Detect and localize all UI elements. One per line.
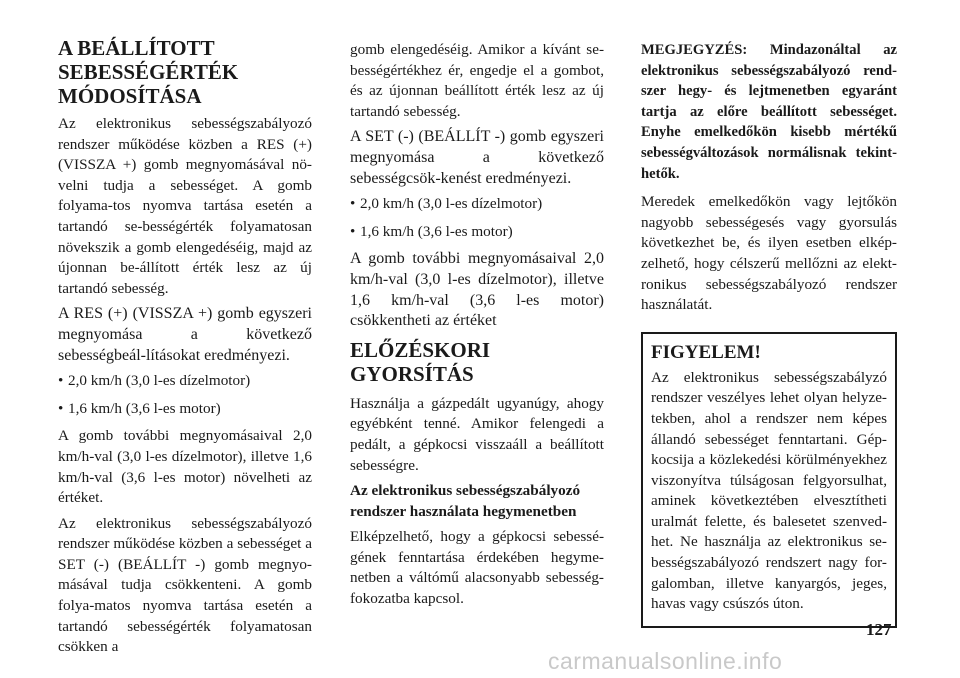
bullet-list bbox=[58, 371, 312, 419]
paragraph: A gomb további megnyomásaival 2,0 km/h-val (3,0 l-es dízelmotor), illetve 1,6 km/h-val (3,6 l-es motor) növelheti az értéket. bbox=[58, 427, 312, 507]
section-heading-overtake: ELŐZÉSKORI GYORSÍTÁS bbox=[350, 337, 491, 386]
page-number: 127 bbox=[866, 620, 892, 639]
warning-title: FIGYELEM! bbox=[651, 341, 761, 363]
list-item: • 2,0 km/h (3,0 l-es dízelmotor) bbox=[58, 371, 312, 392]
paragraph: gomb elengedéséig. Amikor a kívánt se-bességértékhez ér, engedje el a gombot, és az újonnan beállított érték lesz az új tartandó sebesség. bbox=[350, 41, 604, 120]
paragraph: Az elektronikus sebességszabályozó rendszer működése közben a sebességet a SET (-) (BEÁLLÍT -) gomb megnyo-másával tudja csökkenteni. A gomb folya-matos nyomva tartása esetén a tartandó sebességérték folyamatosan csökken a bbox=[58, 514, 312, 656]
paragraph: Meredek emelkedőkön vagy lejtőkön nagyobb sebességesés vagy gyorsulás következhet be, és ilyen esetben elkép-zelhető, hogy célszerű mellőzni az elekt-ronikus sebességszabályozó rendszer használatát. bbox=[641, 193, 897, 314]
paragraph: A RES (+) (VISSZA +) gomb egyszeri megnyomása a következő sebességbeál-lításokat eredményezi. bbox=[58, 305, 312, 364]
section-heading-setpoint: A BEÁLLÍTOTT SEBESSÉGÉRTÉK MÓDOSÍTÁSA bbox=[58, 36, 239, 108]
list-item: • 1,6 km/h (3,6 l-es motor) bbox=[58, 399, 312, 420]
paragraph: Elképzelhető, hogy a gépkocsi sebessé-gének fenntartása érdekében hegyme-netben a váltómű alacsonyabb sebesség-fokozatba kapcsol. bbox=[350, 528, 604, 608]
paragraph: Az elektronikus sebességszabályozó rendszer működése közben a RES (+) (VISSZA +) gomb megnyomásával nö-velni tudja a sebességet. A gomb folyama-tos nyomva tartása esetén a tartandó se-bességérték folyamatosan növekszik a gomb elengedéséig, majd az újonnan be-állított érték lesz az új tartandó sebesség. bbox=[58, 115, 312, 297]
list-item: • 1,6 km/h (3,6 l-es motor) bbox=[350, 222, 604, 243]
column-1 bbox=[58, 36, 312, 663]
paragraph: A SET (-) (BEÁLLÍT -) gomb egyszeri megnyomása a következő sebességcsök-kenést eredményezi. bbox=[350, 128, 604, 187]
list-item: • 2,0 km/h (3,0 l-es dízelmotor) bbox=[350, 194, 604, 215]
warning-box bbox=[641, 332, 897, 628]
subheading: Az elektronikus sebességszabályozó rendszer használata hegymenetben bbox=[350, 482, 581, 520]
note-paragraph: MEGJEGYZÉS: Mindazonáltal az elektronikus sebességszabályozó rend-szer hegy- és lejtmenetben egyaránt tartja az előre beállított sebességet. Enyhe emelkedőkön kisebb mértékű sebességváltozások normálisnak tekint-hetők. bbox=[641, 42, 897, 182]
paragraph: A gomb további megnyomásaival 2,0 km/h-val (3,0 l-es dízelmotor), illetve 1,6 km/h-val (3,6 l-es motor) csökkentheti az értéket bbox=[350, 250, 604, 330]
warning-text: Az elektronikus sebességszabályzó rendszer veszélyes lehet olyan helyze-tekben, ahol a rendszer nem képes állandó sebességet fenntartani. Gép-kocsija a közlekedési körülményekhez viszonyítva túlságosan felgyorsulhat, aminek következtében elvesztítheti uralmát felette, és balesetet szenved-het. Ne használja az elektronikus se-bességszabályozó rendszert nagy for-galomban, illetve kanyargós, jeges, havas vagy csúszós úton. bbox=[651, 368, 887, 613]
watermark: carmanualsonline.info bbox=[548, 648, 783, 674]
paragraph: Használja a gázpedált ugyanúgy, ahogy egyébként tenné. Amikor felengedi a pedált, a gépkocsi visszaáll a beállított sebességre. bbox=[350, 394, 604, 474]
bullet-list bbox=[350, 194, 604, 242]
column-3 bbox=[641, 40, 897, 628]
column-2 bbox=[350, 40, 604, 615]
